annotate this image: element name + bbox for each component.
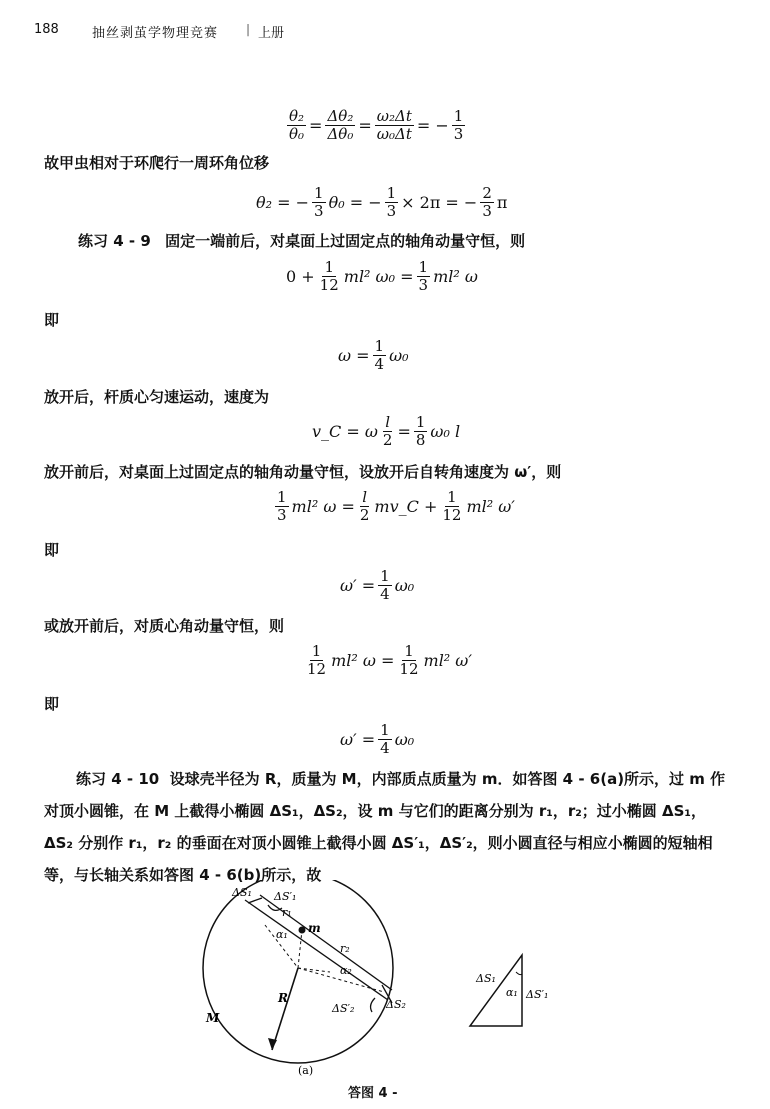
- equation-4: ω = $\frac{1}{4}$ ω₀: [338, 337, 409, 373]
- mass-point: [299, 927, 306, 934]
- label-r2: r₂: [340, 942, 350, 955]
- text-line-3: 放开前后，对桌面上过固定点的轴角动量守恒，设放开后自转角速度为 ω′，则: [44, 463, 562, 481]
- angle-arc-b: [516, 972, 522, 975]
- label-dS2p: ΔS′₂: [332, 1002, 355, 1015]
- label-dS1: ΔS₁: [232, 886, 252, 899]
- header-separator: |: [246, 22, 251, 36]
- exercise-4-10-label: 练习 4 - 10: [76, 770, 160, 788]
- sphere-shell: [203, 880, 393, 1063]
- equation-8: $\frac{1}{12}$ ml² ω = $\frac{1}{12}$ ml² ω′: [307, 642, 472, 678]
- radius-arrow: [272, 968, 298, 1050]
- label-dS2: ΔS₂: [386, 998, 406, 1011]
- exercise-4-9-text: 固定一端前后，对桌面上过固定点的轴角动量守恒，则: [165, 232, 526, 250]
- label-sub-a: (a): [298, 1064, 314, 1077]
- label-R: R: [278, 991, 288, 1005]
- b-label-dS1: ΔS₁: [476, 972, 496, 985]
- text-ji-1: 即: [44, 311, 60, 329]
- equation-7: ω′ = $\frac{1}{4}$ ω₀: [340, 567, 415, 603]
- label-r1: r₁: [282, 906, 292, 919]
- b-label-alpha1: α₁: [506, 986, 518, 999]
- page-number: 188: [34, 22, 59, 37]
- radius-arrowhead: [268, 1038, 277, 1050]
- label-dS1p: ΔS′₁: [274, 890, 297, 903]
- dashed-line-4: [298, 968, 330, 972]
- figure-b: [460, 945, 570, 1035]
- text-line-2: 放开后，杆质心匀速运动，速度为: [44, 388, 270, 406]
- equation-2: θ₂ = − $\frac{1}{3}$ θ₀ = − $\frac{1}{3}$ × 2π = − $\frac{2}{3}$ π: [256, 184, 508, 220]
- dashed-radius-1: [298, 930, 302, 968]
- equation-3: 0 + $\frac{1}{12}$ ml² ω₀ = $\frac{1}{3}$ ml² ω: [286, 258, 478, 294]
- cone-line-lower: [245, 900, 388, 1000]
- equation-9: ω′ = $\frac{1}{4}$ ω₀: [340, 721, 415, 757]
- exercise-4-9-label: 练习 4 - 9: [78, 232, 151, 250]
- exercise-4-9: [78, 230, 525, 252]
- label-m: m: [308, 921, 321, 935]
- b-label-dS1p: ΔS′₁: [526, 988, 549, 1001]
- exercise-4-10-text: 设球壳半径为 R，质量为 M，内部质点质量为 m．如答图 4 - 6(a)所示，过 m 作对顶小圆锥，在 M 上截得小椭圆 ΔS₁，ΔS₂，设 m 与它们的距离分别为 r₁，r₂；过小椭圆 ΔS₁，ΔS₂ 分别作 r₁，r₂ 的垂面在对顶小圆锥上截得小圆 ΔS′₁，ΔS′₂，则小圆直径与相应小椭圆的短轴相等，与长轴关系如答图 4 - 6(b)所示，故: [44, 770, 726, 884]
- equation-5: v_C = ω $\frac{l}{2}$ = $\frac{1}{8}$ ω₀ l: [312, 413, 461, 449]
- book-title: 抽丝剥茧学物理竞赛: [92, 26, 219, 41]
- text-ji-3: 即: [44, 695, 60, 713]
- label-M: M: [206, 1011, 220, 1025]
- equation-1: $\frac{\text{θ₂}}{\text{θ₀}}$ = $\frac{\text{Δθ₂}}{\text{Δθ₀}}$ = $\frac{\text{ω₂Δt}}{\text{ω₀Δt}}$ = − $\frac{1}{3}$: [289, 107, 464, 143]
- figure-caption: 答图 4 -: [348, 1086, 398, 1101]
- text-line-1: 故甲虫相对于环爬行一周环角位移: [44, 154, 270, 172]
- label-alpha1: α₁: [276, 928, 288, 941]
- label-alpha2: α₂: [340, 964, 352, 977]
- figure-a: [196, 880, 436, 1080]
- volume-label: 上册: [258, 26, 285, 41]
- equation-6: $\frac{1}{3}$ ml² ω = $\frac{l}{2}$ mv_C + $\frac{1}{12}$ ml² ω′: [277, 488, 515, 524]
- text-line-4: 或放开前后，对质心角动量守恒，则: [44, 617, 285, 635]
- exercise-4-10: [44, 763, 734, 891]
- text-ji-2: 即: [44, 541, 60, 559]
- ds2p-arc: [371, 998, 375, 1012]
